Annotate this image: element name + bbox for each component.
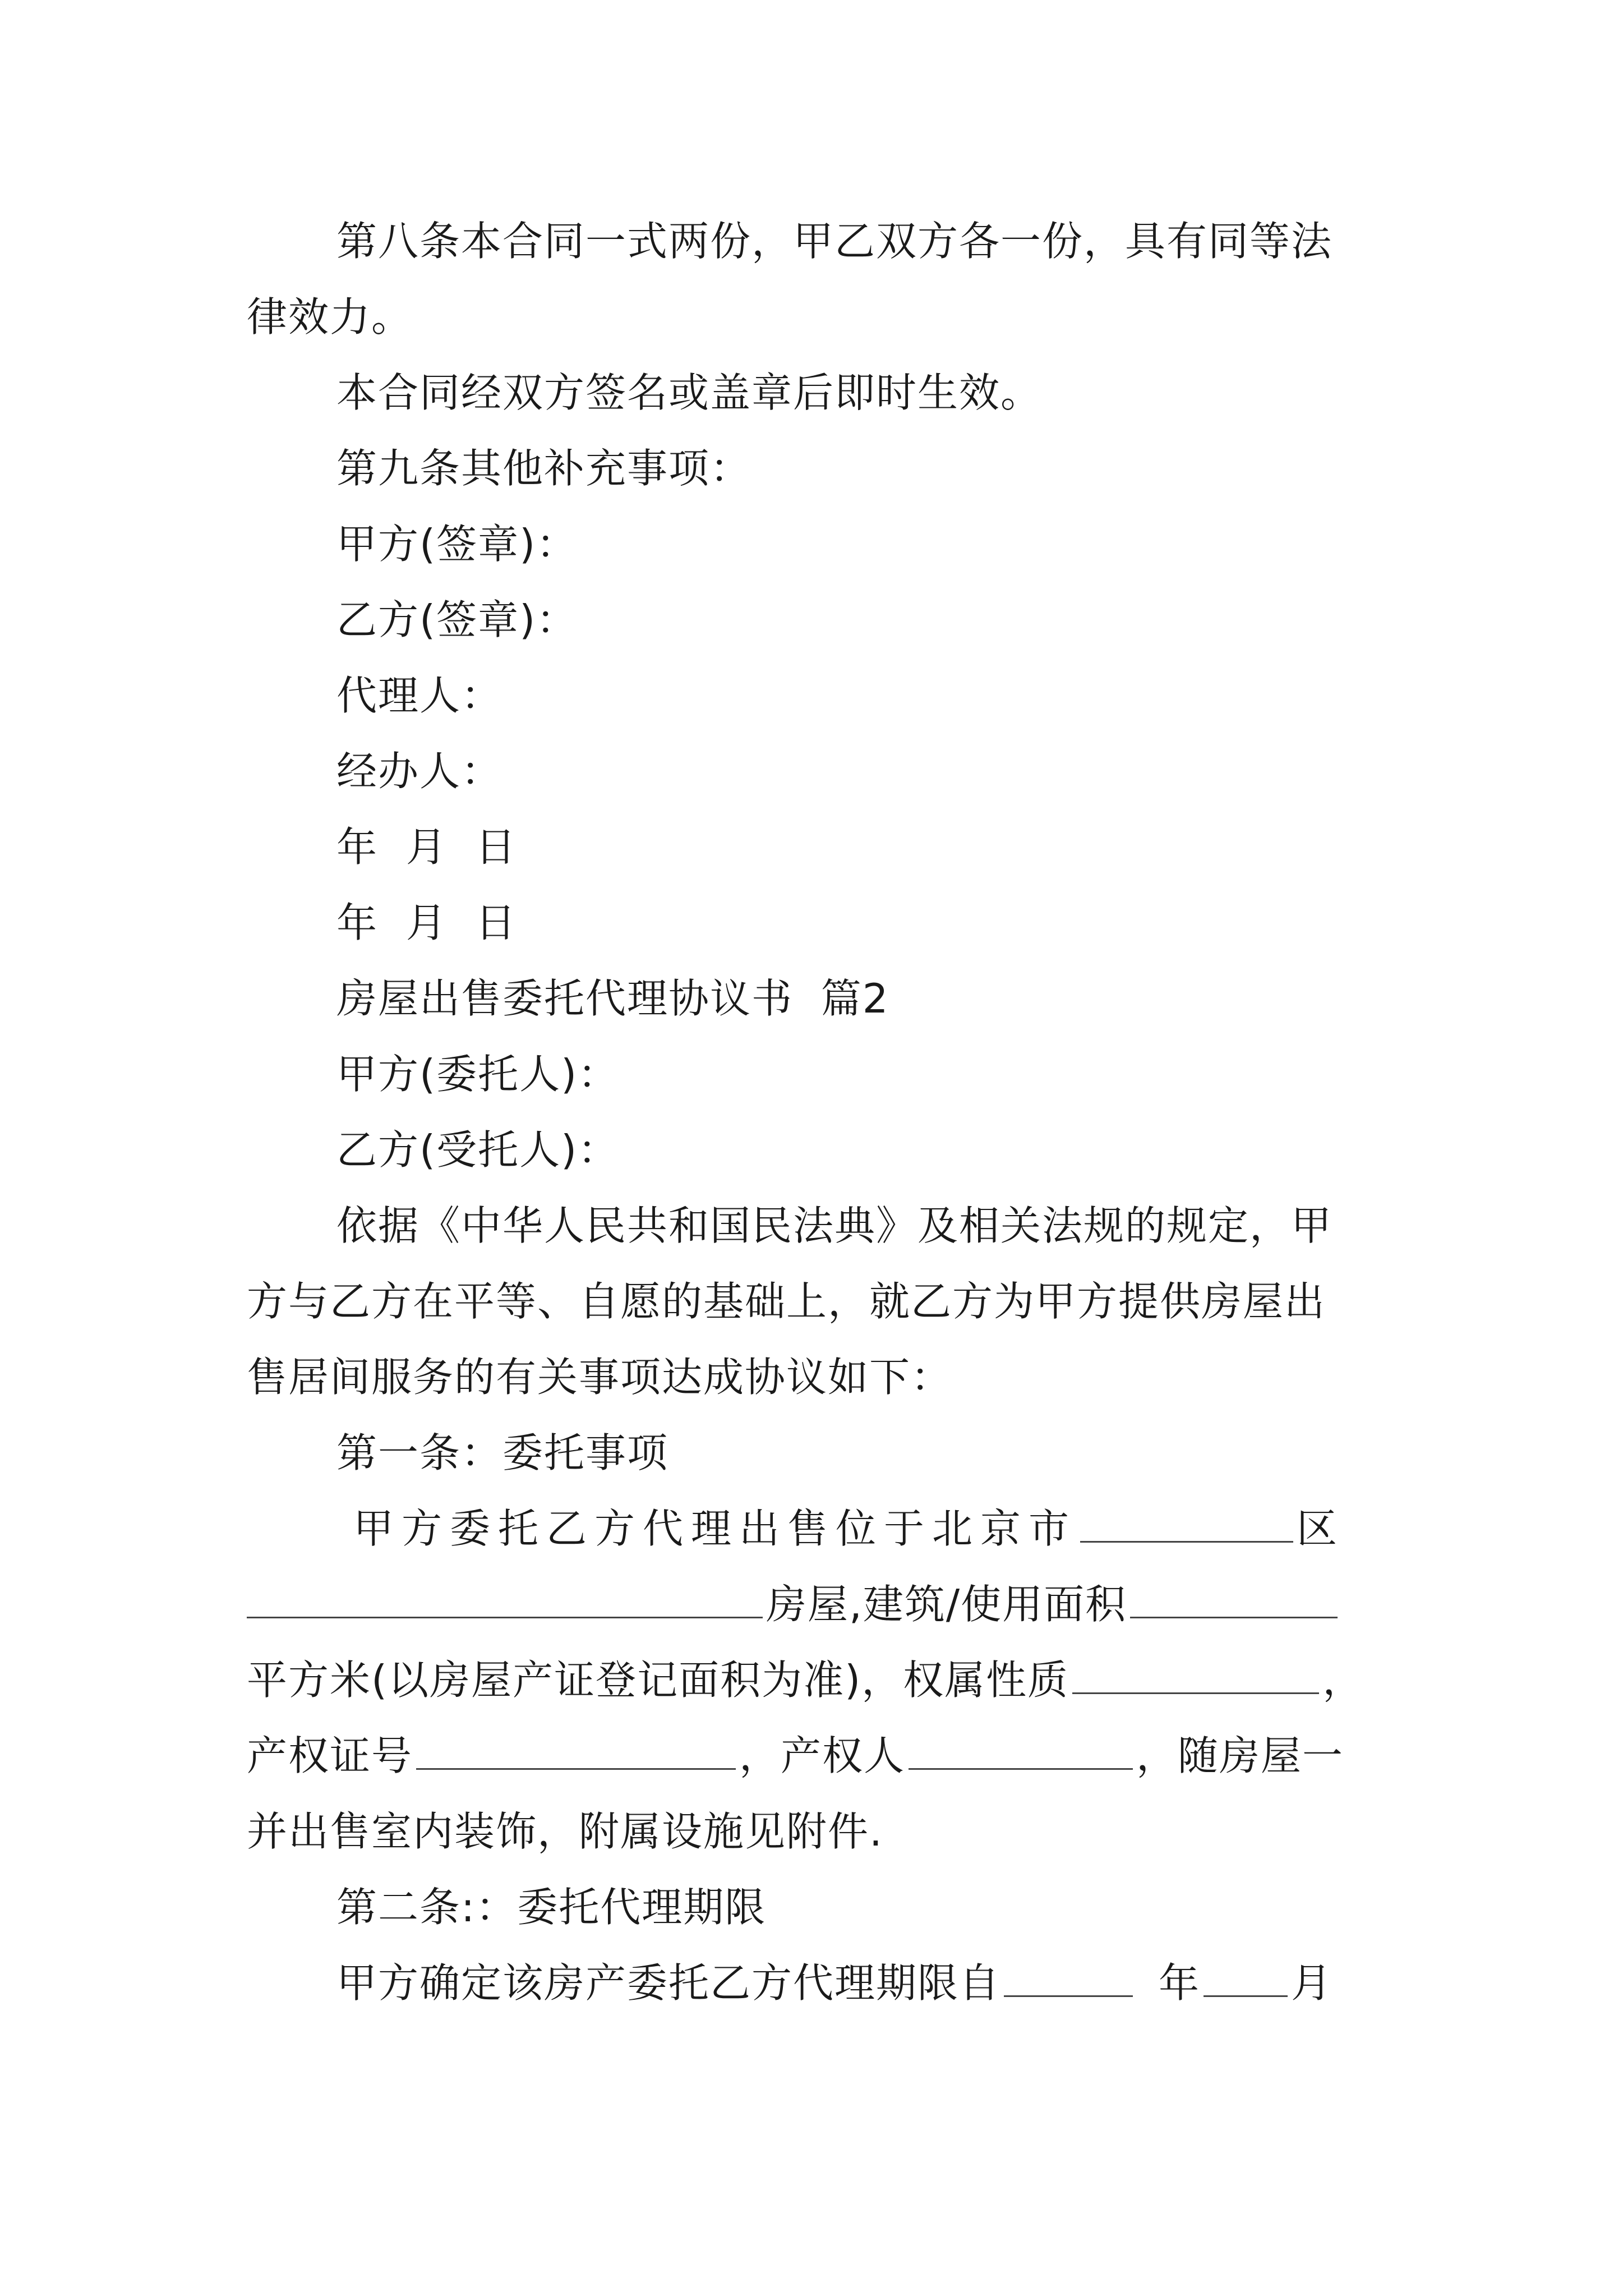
preamble-line-2: 方与乙方在平等、自愿的基础上，就乙方为甲方提供房屋出 [247, 1278, 1326, 1325]
area-blank [1130, 1580, 1338, 1618]
cert-blank [416, 1731, 736, 1770]
year-blank [1004, 1958, 1133, 1997]
effective-clause: 本合同经双方签名或盖章后即时生效。 [336, 369, 1043, 416]
handler-label: 经办人： [336, 748, 503, 795]
ownership-blank [1072, 1655, 1319, 1694]
article-8-text-cont: 律效力。 [247, 293, 413, 341]
attachment-line: 并出售室内装饰，附属设施见附件. [247, 1808, 883, 1855]
cert-suffix: ，随房屋一 [1136, 1732, 1344, 1779]
agent-label: 代理人： [336, 672, 503, 719]
period-text: 甲方确定该房产委托乙方代理期限自 [336, 1959, 1001, 2007]
article-8-text: 第八条本合同一式两份，甲乙双方各一份，具有同等法 [336, 218, 1333, 265]
article-2-heading: 第二条:：委托代理期限 [336, 1884, 767, 1931]
entrust-text: 甲方委托乙方代理出售位于北京市 [353, 1505, 1077, 1552]
cert-line [0, 1728, 1623, 1784]
address-blank [247, 1580, 763, 1618]
area-line [0, 1652, 1623, 1708]
area-comma: ， [1322, 1657, 1364, 1704]
entrust-line [0, 1501, 1623, 1557]
owner-label: ，产权人 [739, 1732, 906, 1779]
year-label: 年 [1159, 1959, 1201, 2007]
month-label: 月 [1291, 1959, 1333, 2007]
article-1-heading: 第一条：委托事项 [336, 1429, 669, 1476]
period-line [0, 1955, 1623, 2011]
cert-label: 产权证号 [247, 1732, 413, 1779]
article-9-heading: 第九条其他补充事项： [336, 445, 752, 492]
district-blank [1080, 1504, 1293, 1543]
house-area-text: 房屋,建筑/使用面积 [766, 1581, 1127, 1628]
preamble-line-3: 售居间服务的有关事项达成协议如下： [247, 1354, 953, 1401]
house-line [0, 1576, 1623, 1632]
party-b-trustee: 乙方(受托人)： [336, 1126, 620, 1174]
area-note: 平方米(以房屋产证登记面积为准)，权属性质 [247, 1657, 1069, 1704]
party-b-signature: 乙方(签章)： [336, 596, 578, 643]
party-a-entrustor: 甲方(委托人)： [336, 1051, 620, 1098]
date-line-1: 年 月 日 [336, 823, 517, 871]
month-blank [1204, 1958, 1288, 1997]
preamble-line-1: 依据《中华人民共和国民法典》及相关法规的规定，甲 [336, 1202, 1333, 1249]
owner-blank [909, 1731, 1133, 1770]
district-suffix: 区 [1297, 1505, 1339, 1552]
party-a-signature: 甲方(签章)： [336, 521, 578, 568]
section-title: 房屋出售委托代理协议书 篇2 [336, 975, 889, 1022]
date-line-2: 年 月 日 [336, 899, 517, 946]
